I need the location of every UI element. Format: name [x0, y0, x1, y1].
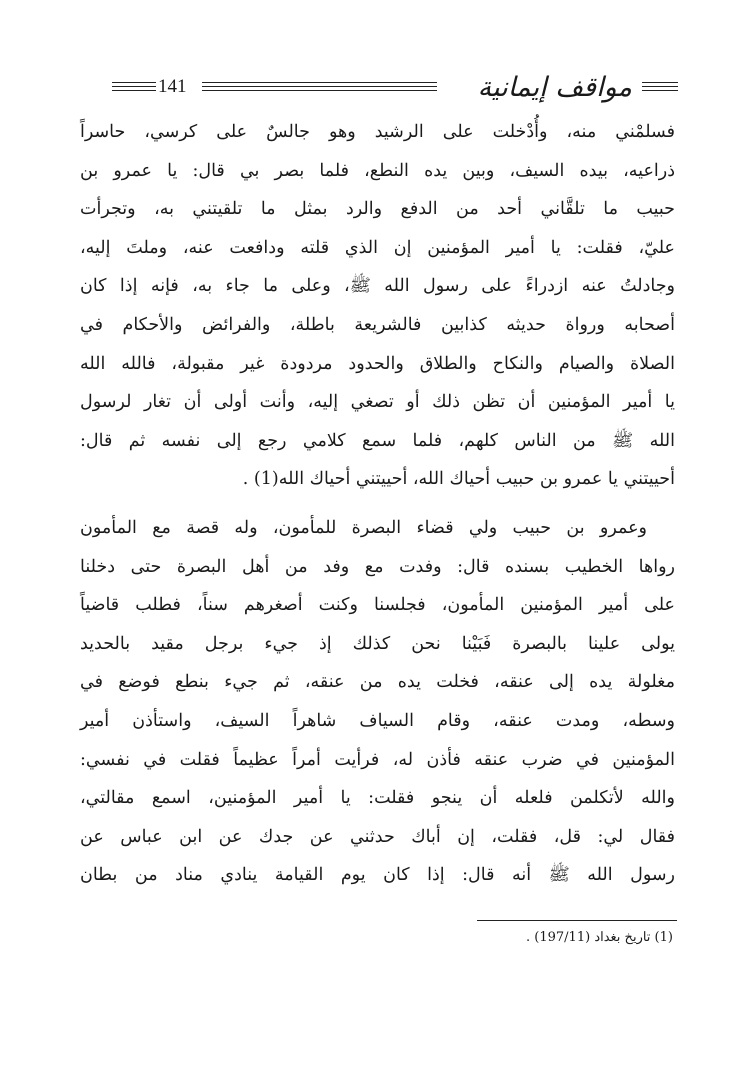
- paragraph-gap: [80, 499, 675, 509]
- footnote-separator: [477, 920, 677, 921]
- text-line: يولى علينا بالبصرة فَبَيْنا نحن كذلك إذ جيء برجل مقيد بالحديد: [80, 633, 675, 654]
- text-line: والله لأتكلمن فلعله أن ينجو فقلت: يا أمير المؤمنين، اسمع مقالتي،: [80, 788, 675, 809]
- page-number: 141: [158, 76, 187, 97]
- header-rule-left: [112, 82, 156, 91]
- text-line: أحييتني يا عمرو بن حبيب أحياك الله، أحييتني أحياك الله(1) .: [242, 469, 675, 490]
- book-title: مواقف إيمانية: [477, 72, 632, 103]
- text-line: الصلاة والصيام والنكاح والطلاق والحدود مردودة غير مقبولة، فالله الله: [80, 353, 675, 374]
- text-line: يا أمير المؤمنين أن تظن ذلك أو تصغي إليه، وأنت أولى أن تغار لرسول: [80, 392, 675, 413]
- text-line: رواها الخطيب بسنده قال: وفدت مع وفد من أهل البصرة حتى دخلنا: [80, 556, 675, 577]
- text-line: مغلولة يده إلى عنقه، فخلت يده من عنقه، ثم جيء بنطع فوضع في: [80, 672, 675, 693]
- text-line: ذراعيه، بيده السيف، وبين يده النطع، فلما بصر بي قال: يا عمرو بن: [80, 160, 675, 181]
- text-line: عليّ، فقلت: يا أمير المؤمنين إن الذي قلته ودافعت عنه، وملتَ إليه،: [80, 237, 675, 258]
- text-line: أصحابه ورواة حديثه كذابين فالشريعة باطلة، والفرائض والأحكام في: [80, 314, 675, 335]
- text-line: وجادلتُ عنه ازدراءً على رسول الله ﷺ، وعلى ما جاء به، فإنه إذا كان: [80, 276, 675, 297]
- header-rule-middle: [202, 82, 437, 91]
- running-header: [100, 70, 678, 110]
- text-line: الله ﷺ من الناس كلهم، فلما سمع كلامي رجع إلى نفسه ثم قال:: [80, 430, 675, 451]
- text-line: حبيب ما تلقَّاني أحد من الدفع والرد بمثل ما تلقيتني به، وتجرأت: [80, 199, 675, 220]
- header-rule-right: [642, 82, 678, 91]
- main-text: [80, 113, 675, 895]
- text-line: على أمير المؤمنين المأمون، فجلسنا وكنت أصغرهم سناً، فطلب قاضياً: [80, 595, 675, 616]
- text-line: فسلمْني منه، وأُدْخلت على الرشيد وهو جالسٌ على كرسي، حاسراً: [80, 122, 675, 142]
- footnote: (1) تاريخ بغداد (197/11) .: [526, 930, 673, 945]
- text-line: وسطه، ومدت عنقه، وقام السياف شاهراً السيف، واستأذن أمير: [80, 710, 675, 731]
- text-line: فقال لي: قل، فقلت، إن أباك حدثني عن جدك عن ابن عباس عن: [80, 826, 675, 847]
- text-line: رسول الله ﷺ أنه قال: إذا كان يوم القيامة ينادي مناد من بطان: [80, 865, 675, 886]
- text-line: وعمرو بن حبيب ولي قضاء البصرة للمأمون، وله قصة مع المأمون: [80, 517, 647, 538]
- text-line: المؤمنين في ضرب عنقه فأذن له، فرأيت أمراً عظيماً فقلت في نفسي:: [80, 749, 675, 770]
